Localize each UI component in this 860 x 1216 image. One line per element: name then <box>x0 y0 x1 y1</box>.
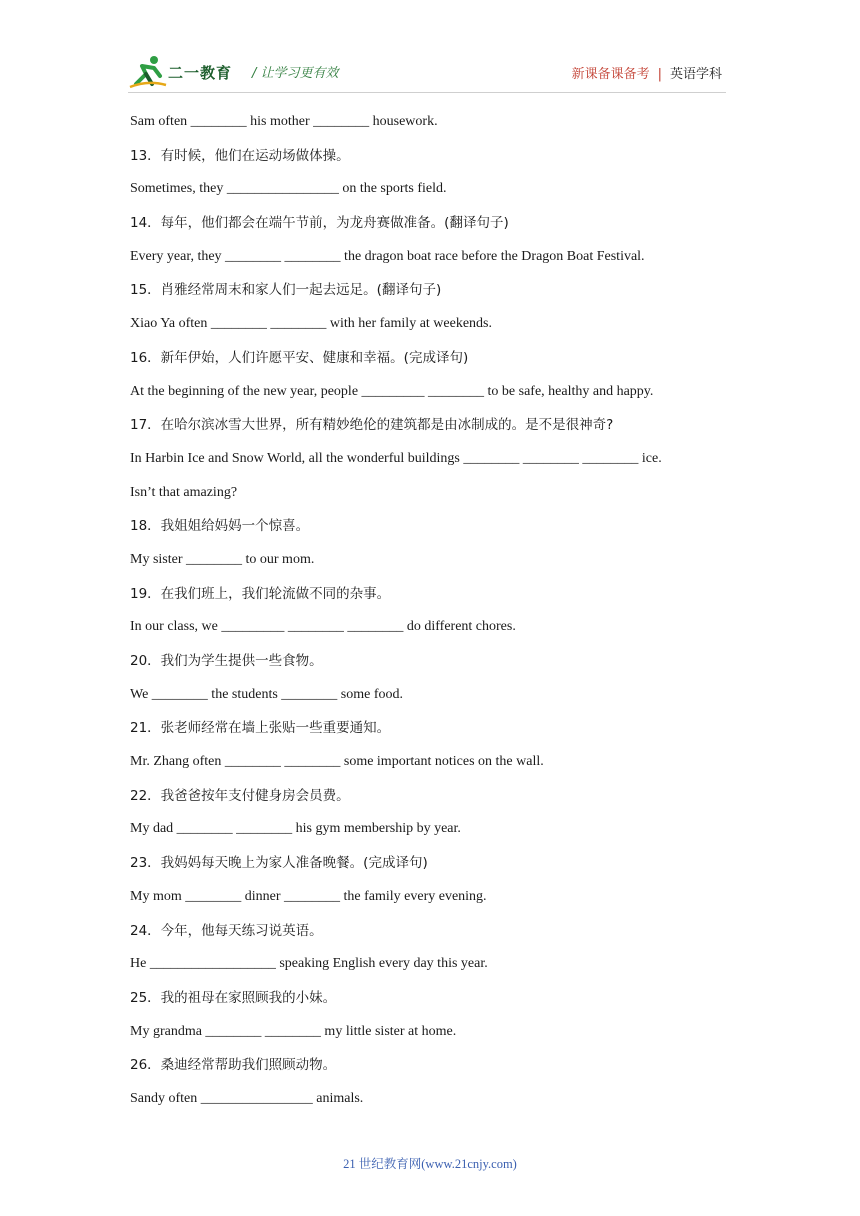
exercise-line: My mom ________ dinner ________ the family every evening. <box>130 888 487 904</box>
exercise-line: In Harbin Ice and Snow World, all the wonderful buildings ________ ________ ________ ice. <box>130 450 662 466</box>
question-prompt: 23．我妈妈每天晚上为家人准备晚餐。(完成译句) <box>130 855 428 872</box>
exercise-line: Isn’t that amazing? <box>130 484 238 500</box>
logo-text: 二一教育 <box>168 64 233 82</box>
exercise-line: My grandma ________ ________ my little sister at home. <box>130 1023 457 1039</box>
exercise-line: We ________ the students ________ some food. <box>130 686 404 702</box>
question-prompt: 26．桑迪经常帮助我们照顾动物。 <box>130 1057 337 1074</box>
question-prompt: 21．张老师经常在墙上张贴一些重要通知。 <box>130 720 391 737</box>
exercise-line: Mr. Zhang often ________ ________ some important notices on the wall. <box>130 754 544 770</box>
question-prompt: 13．有时候，他们在运动场做体操。 <box>130 147 350 164</box>
header-course-label: 新课备课备考 <box>571 67 650 82</box>
question-prompt: 18．我姐姐给妈妈一个惊喜。 <box>130 518 310 535</box>
question-prompt: 16．新年伊始，人们许愿平安、健康和幸福。(完成译句) <box>130 349 469 366</box>
exercise-line: Xiao Ya often ________ ________ with her family at weekends. <box>130 316 492 332</box>
slogan: / 让学习更有效 <box>252 66 339 81</box>
logo <box>128 54 240 90</box>
exercise-line: At the beginning of the new year, people _________ ________ to be safe, healthy and happy. <box>130 383 654 399</box>
question-prompt: 14．每年，他们都会在端午节前，为龙舟赛做准备。(翻译句子) <box>130 215 509 232</box>
question-prompt: 22．我爸爸按年支付健身房会员费。 <box>130 787 350 804</box>
page-footer: 21 世纪教育网(www.21cnjy.com) <box>343 1157 517 1171</box>
header-subject <box>572 63 722 82</box>
page-header <box>0 0 860 100</box>
question-prompt: 20．我们为学生提供一些食物。 <box>130 653 323 669</box>
exercise-line: Sometimes, they ________________ on the sports field. <box>130 181 447 197</box>
runner-logo-icon <box>128 54 168 90</box>
exercise-line: My dad ________ ________ his gym membership by year. <box>130 821 461 837</box>
question-prompt: 24．今年，他每天练习说英语。 <box>130 922 323 939</box>
exercise-line: Sandy often ________________ animals. <box>130 1090 364 1106</box>
question-prompt: 19．在我们班上，我们轮流做不同的杂事。 <box>130 585 391 602</box>
exercise-line: Sam often ________ his mother ________ housework. <box>130 114 438 129</box>
exercise-content <box>130 112 740 1123</box>
header-divider <box>128 92 726 93</box>
exercise-line: In our class, we _________ ________ ________ do different chores. <box>130 619 516 635</box>
exercise-line: Every year, they ________ ________ the dragon boat race before the Dragon Boat Festival. <box>130 248 645 264</box>
question-prompt: 17．在哈尔滨冰雪大世界，所有精妙绝伦的建筑都是由冰制成的。是不是很神奇? <box>130 417 614 434</box>
header-subject-label: 英语学科 <box>669 67 722 82</box>
header-separator: | <box>657 67 662 82</box>
question-prompt: 15．肖雅经常周末和家人们一起去远足。(翻译句子) <box>130 282 442 299</box>
exercise-line: He __________________ speaking English every day this year. <box>130 956 488 972</box>
exercise-line: My sister ________ to our mom. <box>130 551 315 567</box>
question-prompt: 25．我的祖母在家照顾我的小妹。 <box>130 989 337 1006</box>
